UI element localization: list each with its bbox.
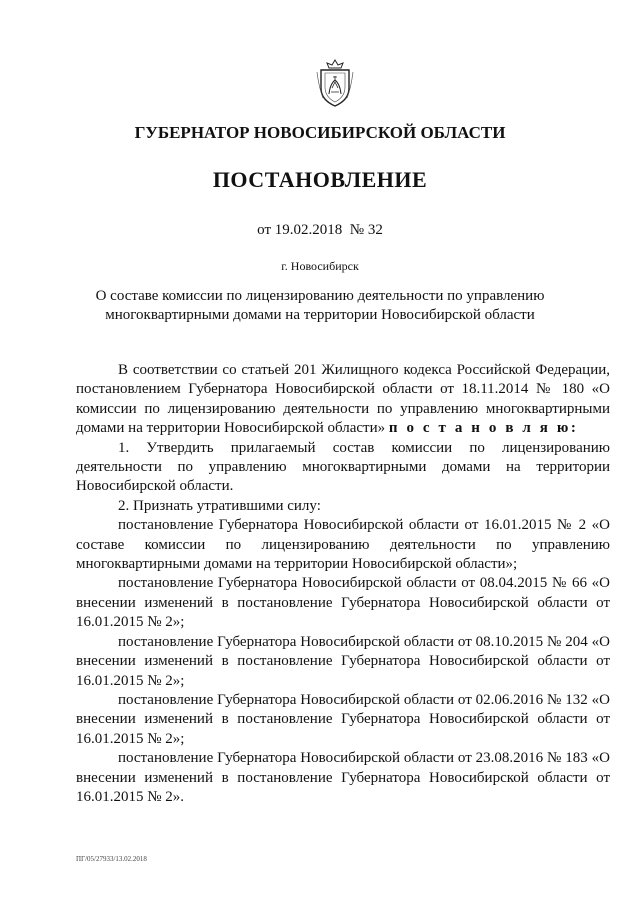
document-subject — [0, 287, 640, 325]
coat-of-arms-icon — [315, 58, 355, 108]
item-2: 2. Признать утратившими силу: — [118, 497, 321, 514]
document-type: ПОСТАНОВЛЕНИЕ — [212, 167, 428, 192]
repealed-item: постановление Губернатора Новосибирской области от 08.10.2015 № 204 «О внесении изменений в постановление Губернатора Новосибирской области от 16.01.2015 № 2»; — [76, 633, 610, 689]
item-1: 1. Утвердить прилагаемый состав комиссии по лицензированию деятельности по управлению многоквартирными домами на территории Новосибирской области. — [76, 439, 610, 495]
date-number-line: от 19.02.2018 № 32 — [257, 222, 383, 238]
repealed-item: постановление Губернатора Новосибирской области от 16.01.2015 № 2 «О составе комиссии по лицензированию деятельности по управлению многоквартирными домами на территории Новосибирской области»; — [76, 517, 610, 573]
preamble-text: В соответствии со статьей 201 Жилищного кодекса Российской Федерации, постановлением Губернатора Новосибирской области от 18.11.2014 № 180 «О комиссии по лицензированию деятельности по управлению многоквартирными домами на территории Новосибирской области» — [76, 362, 610, 437]
issuer-title: ГУБЕРНАТОР НОВОСИБИРСКОЙ ОБЛАСТИ — [134, 123, 506, 142]
city-line: г. Новосибирск — [281, 259, 359, 273]
repealed-item: постановление Губернатора Новосибирской области от 23.08.2016 № 183 «О внесении изменений в постановление Губернатора Новосибирской области от 16.01.2015 № 2». — [76, 750, 610, 805]
preamble-paragraph — [76, 361, 610, 439]
repealed-item: постановление Губернатора Новосибирской области от 08.04.2015 № 66 «О внесении изменений в постановление Губернатора Новосибирской области от 16.01.2015 № 2»; — [76, 575, 610, 631]
subject-line: О составе комиссии по лицензированию деятельности по управлению — [95, 288, 545, 304]
repealed-item: постановление Губернатора Новосибирской области от 02.06.2016 № 132 «О внесении изменений в постановление Губернатора Новосибирской области от 16.01.2015 № 2»; — [76, 691, 610, 747]
resolve-colon: : — [570, 420, 576, 437]
subject-line: многоквартирными домами на территории Новосибирской области — [105, 307, 535, 323]
document-body — [76, 361, 610, 807]
resolve-word: п о с т а н о в л я ю — [388, 420, 571, 437]
document-reference: ПГ/05/27933/13.02.2018 — [76, 855, 147, 863]
